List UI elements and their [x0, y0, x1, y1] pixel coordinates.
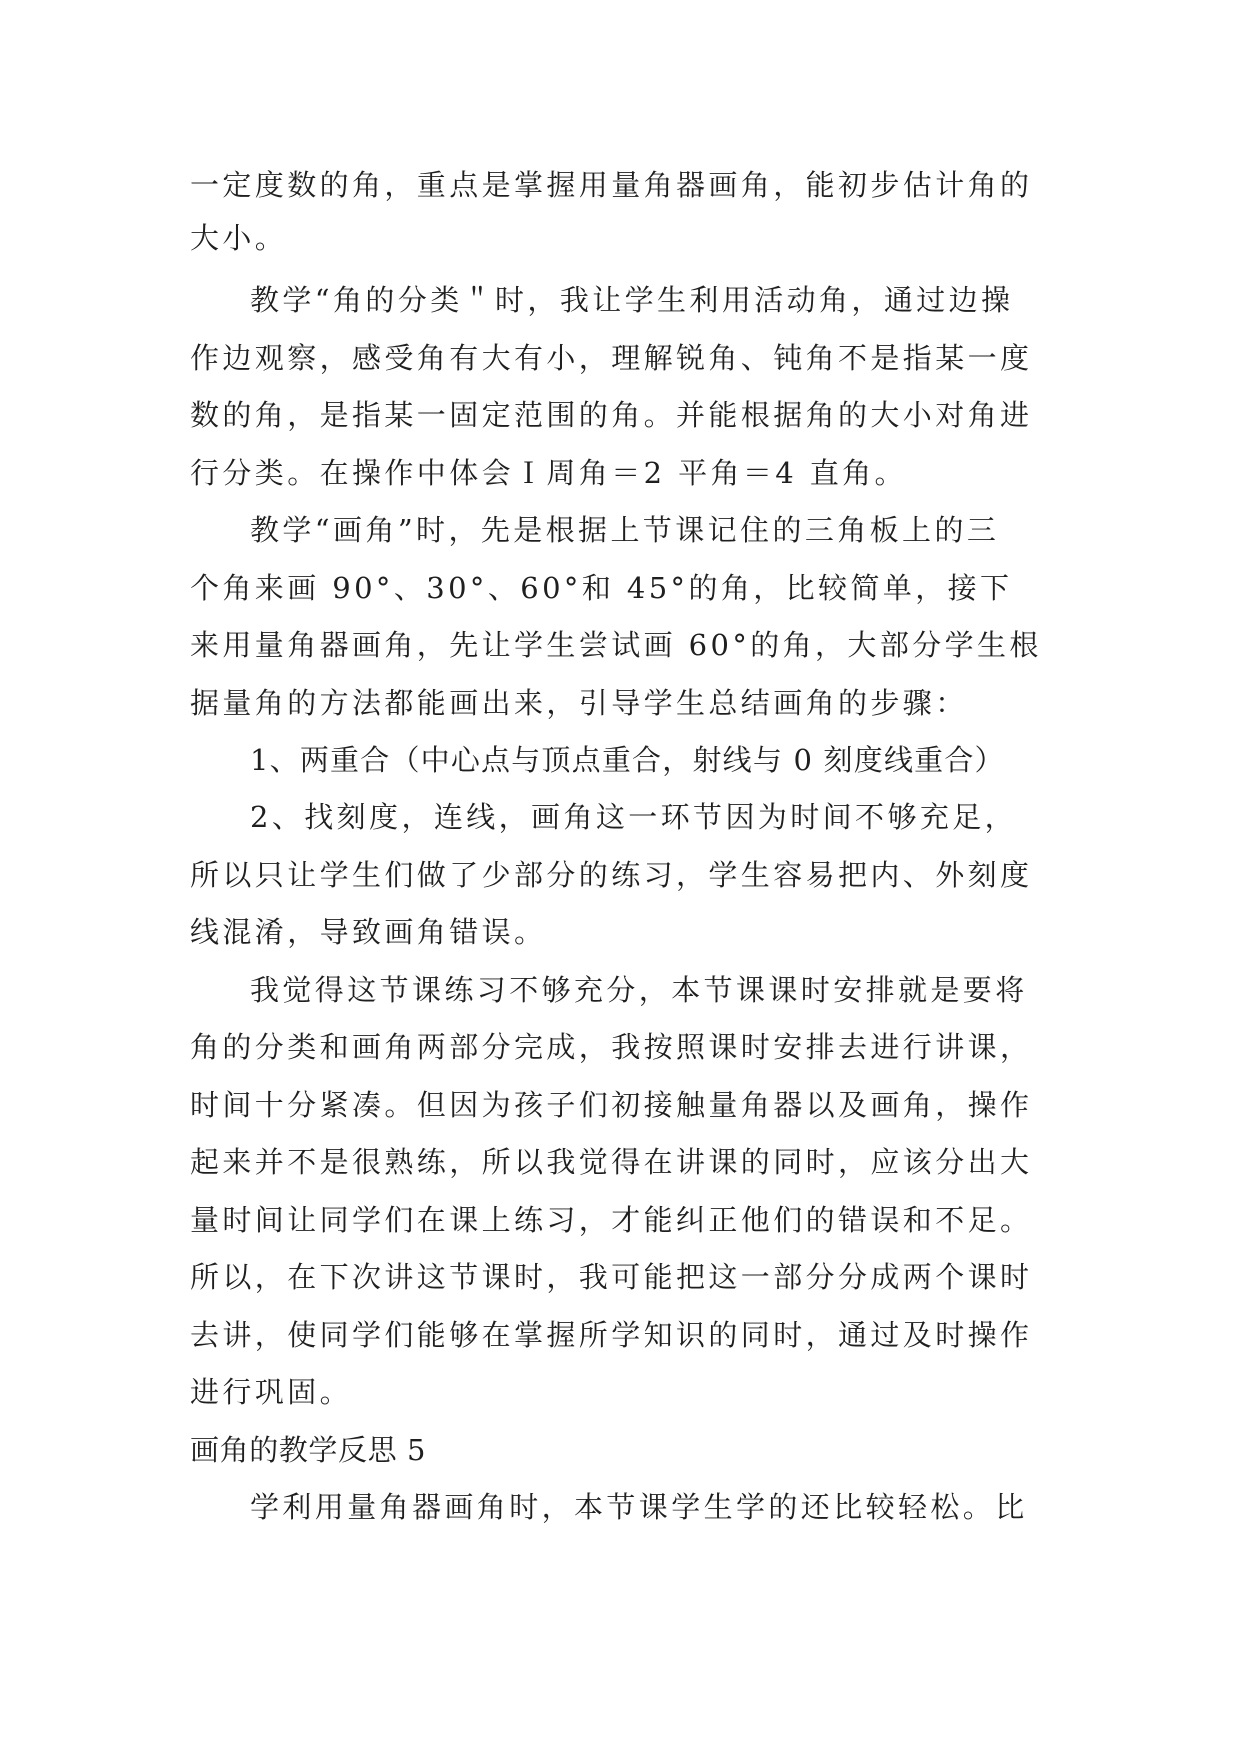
text-line: 数的角，是指某一固定范围的角。并能根据角的大小对角进: [190, 398, 1033, 432]
text-line: 进行巩固。: [190, 1375, 353, 1409]
text-line: 1、两重合（中心点与顶点重合，射线与 0 刻度线重合）: [250, 743, 1005, 777]
text-line: 据量角的方法都能画出来，引导学生总结画角的步骤：: [190, 686, 968, 720]
text-line: 角的分类和画角两部分完成，我按照课时安排去进行讲课，: [190, 1030, 1033, 1064]
text-line: 时间十分紧凑。但因为孩子们初接触量角器以及画角，操作: [190, 1088, 1033, 1122]
text-line: 来用量角器画角，先让学生尝试画 60°的角，大部分学生根: [190, 628, 1042, 662]
text-line: 个角来画 90°、30°、60°和 45°的角，比较简单，接下: [190, 571, 1013, 605]
text-line: 所以只让学生们做了少部分的练习，学生容易把内、外刻度: [190, 858, 1033, 892]
text-line: 教学“角的分类＂时，我让学生利用活动角，通过边操: [250, 283, 1014, 317]
text-line: 所以，在下次讲这节课时，我可能把这一部分分成两个课时: [190, 1260, 1033, 1294]
text-line: 2、找刻度，连线，画角这一环节因为时间不够充足，: [250, 800, 1018, 834]
text-line: 教学“画角”时，先是根据上节课记住的三角板上的三: [250, 513, 1000, 547]
text-line: 去讲，使同学们能够在掌握所学知识的同时，通过及时操作: [190, 1318, 1033, 1352]
text-line: 线混淆，导致画角错误。: [190, 915, 547, 949]
text-line: 作边观察，感受角有大有小，理解锐角、钝角不是指某一度: [190, 341, 1033, 375]
text-line: 学利用量角器画角时，本节课学生学的还比较轻松。比: [250, 1490, 1028, 1524]
text-line: 大小。: [190, 221, 288, 255]
text-line: 量时间让同学们在课上练习，才能纠正他们的错误和不足。: [190, 1203, 1033, 1237]
section-title: 画角的教学反思 5: [190, 1433, 427, 1467]
text-line: 一定度数的角，重点是掌握用量角器画角，能初步估计角的: [190, 168, 1033, 202]
text-line: 我觉得这节课练习不够充分，本节课课时安排就是要将: [250, 973, 1028, 1007]
text-line: 行分类。在操作中体会Ｉ周角＝2 平角＝4 直角。: [190, 456, 907, 490]
text-line: 起来并不是很熟练，所以我觉得在讲课的同时，应该分出大: [190, 1145, 1033, 1179]
